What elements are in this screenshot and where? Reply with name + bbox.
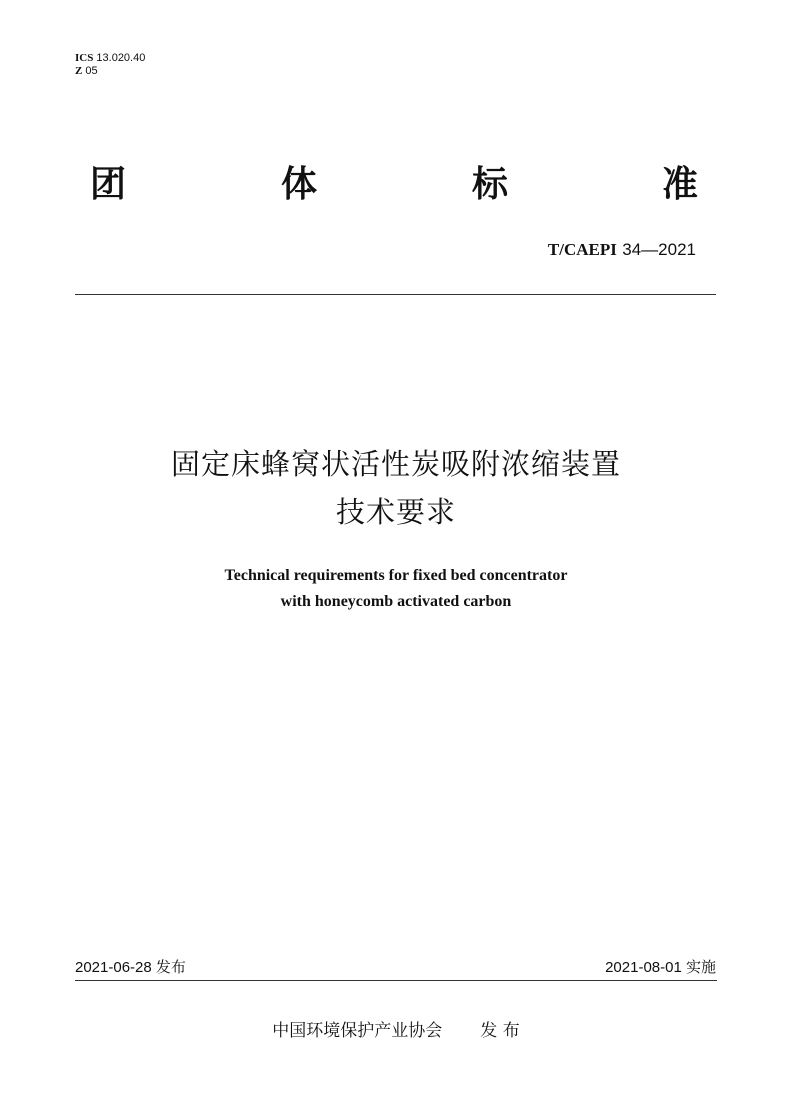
publisher-action: 发 布: [480, 1021, 520, 1041]
ics-code: 13.020.40: [96, 52, 146, 64]
publisher-line: [0, 1020, 792, 1042]
publish-date: [75, 957, 186, 978]
implement-date: [605, 957, 716, 978]
implement-date-label: 实施: [685, 958, 716, 976]
z-label: Z: [75, 65, 83, 77]
ics-line: [75, 52, 145, 65]
english-title-line-1: Technical requirements for fixed bed concentrator: [224, 567, 568, 584]
publish-date-value: 2021-06-28: [75, 959, 152, 976]
standard-code-number: 34—2021: [622, 240, 696, 259]
standard-type-char-2: 体: [281, 164, 318, 205]
header-divider: [75, 294, 716, 295]
english-title-line-2: with honeycomb activated carbon: [280, 593, 512, 610]
z-line: [75, 65, 145, 78]
standard-type-char-4: 准: [662, 164, 699, 205]
ics-label: ICS: [75, 52, 94, 64]
standard-type-title: [90, 163, 702, 207]
chinese-title-line-1: 固定床蜂窝状活性炭吸附浓缩装置: [170, 447, 621, 481]
publisher-name: 中国环境保护产业协会: [272, 1021, 443, 1041]
footer-divider: [75, 980, 717, 981]
standard-type-char-3: 标: [472, 164, 509, 205]
standard-code: [548, 240, 696, 260]
chinese-title-line-2: 技术要求: [335, 495, 456, 529]
standard-type-char-1: 团: [90, 164, 127, 205]
implement-date-value: 2021-08-01: [605, 959, 682, 976]
z-code: 05: [85, 65, 98, 77]
publish-date-label: 发布: [155, 958, 186, 976]
classification-block: [75, 52, 145, 78]
standard-code-prefix: T/CAEPI: [547, 240, 617, 259]
